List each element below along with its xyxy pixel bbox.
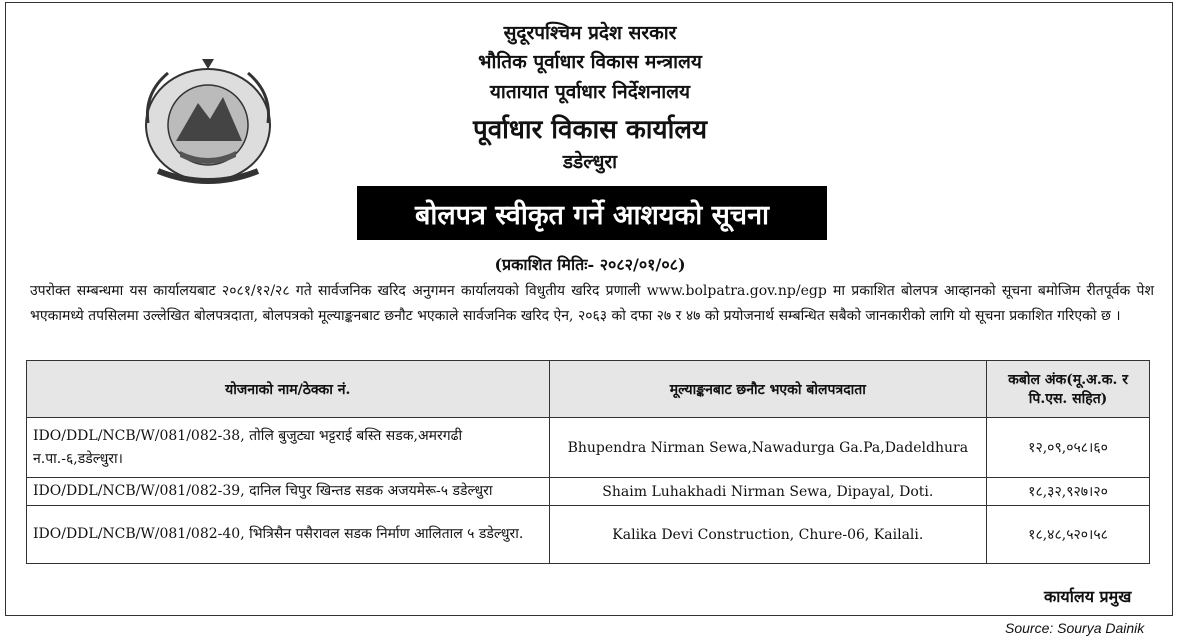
province-government-heading: सुदूरपश्चिम प्रदेश सरकार <box>503 22 677 44</box>
bidder-cell: Bhupendra Nirman Sewa,Nawadurga Ga.Pa,Dadeldhura <box>549 418 987 478</box>
project-cell: IDO/DDL/NCB/W/081/082-39, दानिल चिपुर खिन्तड सडक अजयमेरू-५ डडेल्धुरा <box>27 478 550 506</box>
amount-cell: १८,४८,५२०।५८ <box>987 506 1150 564</box>
amount-cell: १८,३२,९२७।२० <box>987 478 1150 506</box>
notice-title: बोलपत्र स्वीकृत गर्ने आशयको सूचना <box>357 186 827 240</box>
column-header-amount: कबोल अंक(मू.अ.क. र पि.एस. सहित) <box>987 361 1150 418</box>
bidder-cell: Kalika Devi Construction, Chure-06, Kailali. <box>549 506 987 564</box>
table-header-row <box>27 361 1150 418</box>
ministry-heading: भौतिक पूर्वाधार विकास मन्त्रालय <box>478 51 702 73</box>
published-date: (प्रकाशित मितिः- २०८२/०१/०८) <box>494 255 686 274</box>
bid-results-table <box>26 360 1150 564</box>
office-heading: पूर्वाधार विकास कार्यालय <box>472 115 708 145</box>
column-header-project: योजनाको नाम/ठेक्का नं. <box>27 361 550 418</box>
table-row <box>27 506 1150 564</box>
bidder-cell: Shaim Luhakhadi Nirman Sewa, Dipayal, Doti. <box>549 478 987 506</box>
signature-label: कार्यालय प्रमुख <box>1044 587 1132 606</box>
notice-body-text: उपरोक्त सम्बन्धमा यस कार्यालयबाट २०८१/१२/२८ गते सार्वजनिक खरिद अनुगमन कार्यालयको विधुतीय खरिद प्रणाली www.bolpatra.gov.np/egp मा प्रकाशित बोलपत्र आव्हानको सूचना बमोजिम रीतपूर्वक पेश भएकामध्ये तपसिलमा उल्लेखित बोलपत्रदाता, बोलपत्रको मूल्याङ्कनबाट छनौट भएकाले सार्वजनिक खरिद ऐन, २०६३ को दफा २७ र ४७ को प्रयोजनार्थ सम्बन्धित सबैको जानकारीको लागि यो सूचना प्रकाशित गरिएको छ । <box>30 283 1154 324</box>
project-cell: IDO/DDL/NCB/W/081/082-40, भित्रिसैन पसैरावल सडक निर्माण आलिताल ५ डडेल्धुरा. <box>27 506 550 564</box>
column-header-bidder: मूल्याङ्कनबाट छनौट भएको बोलपत्रदाता <box>549 361 987 418</box>
office-location: डडेल्धुरा <box>562 151 618 173</box>
amount-cell: १२,०९,०५८।६० <box>987 418 1150 478</box>
directorate-heading: यातायात पूर्वाधार निर्देशनालय <box>489 81 691 103</box>
source-credit: Source: Sourya Dainik <box>1005 620 1145 636</box>
table-row <box>27 478 1150 506</box>
table-row <box>27 418 1150 478</box>
project-cell: IDO/DDL/NCB/W/081/082-38, तोलि बुजुट्या भट्टराई बस्ति सडक,अमरगढी न.पा.-६,डडेल्धुरा। <box>27 418 550 478</box>
